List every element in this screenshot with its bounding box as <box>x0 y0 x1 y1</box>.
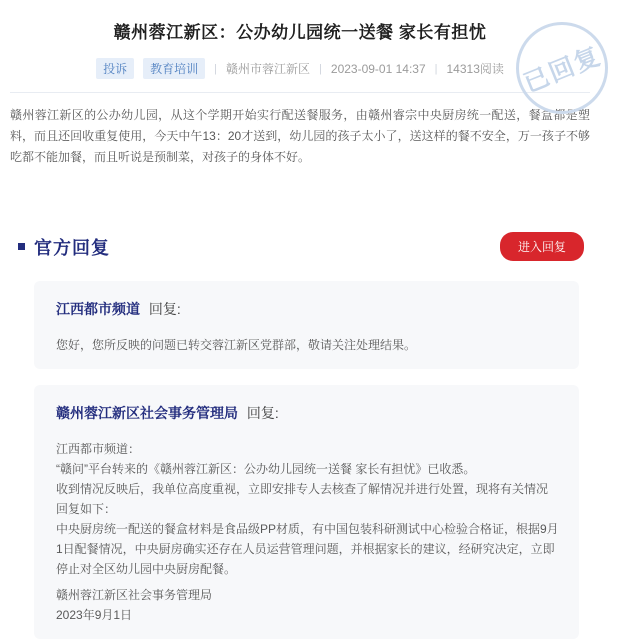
meta-bar <box>0 58 600 79</box>
reply-author: 江西都市频道 <box>56 301 140 317</box>
tag-complaint[interactable]: 投诉 <box>96 58 134 79</box>
meta-separator: | <box>434 62 438 75</box>
reply-card-header <box>56 403 559 423</box>
complaint-body: 赣州蓉江新区的公办幼儿园，从这个学期开始实行配送餐服务，由赣州睿宗中央厨房统一配送，餐盒都是塑料，而且还回收重复使用，今天中午13：20才送到，幼儿园的孩子太小了，送这样的餐不安全，万一孩子不够吃都不能加餐，而且听说是预制菜，对孩子的身体不好。 <box>10 108 590 164</box>
reply-card <box>34 281 579 369</box>
reply-author: 赣州蓉江新区社会事务管理局 <box>56 405 238 421</box>
enter-reply-button[interactable]: 进入回复 <box>500 232 584 261</box>
official-reply-title-group <box>18 234 110 260</box>
page-container <box>0 18 606 622</box>
reply-text-line: 您好，您所反映的问题已转交蓉江新区党群部，敬请关注处理结果。 <box>56 338 417 352</box>
section-bullet-icon <box>18 243 25 250</box>
meta-separator: | <box>214 62 218 75</box>
header-divider <box>10 92 590 93</box>
reply-label: 回复: <box>246 405 279 421</box>
page-title: 赣州蓉江新区：公办幼儿园统一送餐 家长有担忧 <box>113 23 487 42</box>
tag-education[interactable]: 教育培训 <box>143 58 205 79</box>
meta-view-count: 14313阅读 <box>446 62 504 76</box>
reply-card-header <box>56 299 559 319</box>
meta-location: 赣州市蓉江新区 <box>226 62 311 76</box>
reply-text-line: 江西都市频道： <box>56 442 141 456</box>
reply-label: 回复: <box>148 301 181 317</box>
meta-datetime: 2023-09-01 14:37 <box>330 61 426 76</box>
meta-separator: | <box>319 62 322 75</box>
reply-card <box>34 385 579 639</box>
reply-text-line: 收到情况反映后，我单位高度重视，立即安排专人去核查了解情况并进行处置，现将有关情况回复如下： <box>56 482 549 516</box>
reply-text-line: 中央厨房统一配送的餐盒材料是食品级PP材质，有中国包装科研测试中心检验合格证，根据9月1日配餐情况，中央厨房确实还存在人员运营管理问题，并根据家长的建议，经研究决定，立即停止对全区幼儿园中央厨房配餐。 <box>56 522 559 576</box>
replied-stamp-label: 已回复 <box>519 41 606 99</box>
reply-signature: 赣州蓉江新区社会事务管理局 <box>56 588 213 602</box>
reply-text-line: “赣问”平台转来的《赣州蓉江新区：公办幼儿园统一送餐 家长有担忧》已收悉。 <box>56 462 476 476</box>
official-reply-header <box>18 232 584 261</box>
official-reply-title: 官方回复 <box>34 237 110 258</box>
reply-date: 2023年9月1日 <box>56 608 133 622</box>
